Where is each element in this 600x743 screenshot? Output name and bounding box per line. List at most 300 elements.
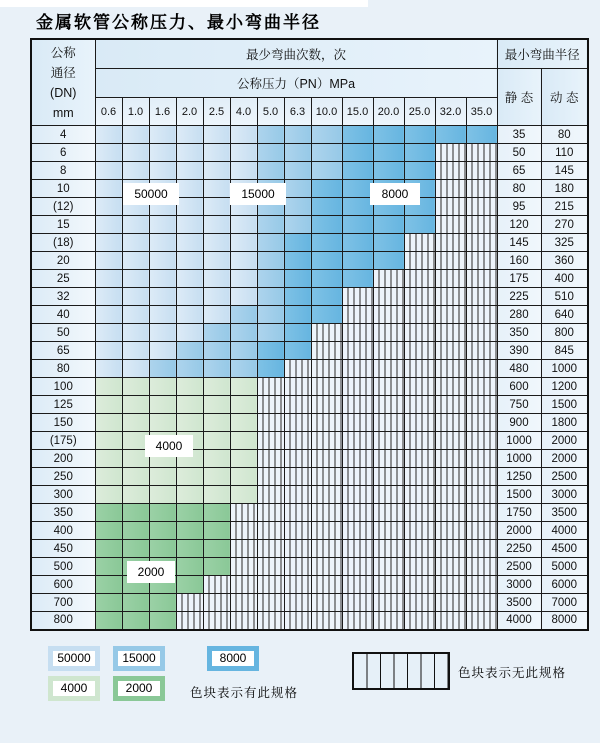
cell-no-spec bbox=[435, 450, 466, 468]
bend-cycles-header: 最少弯曲次数，次 bbox=[95, 39, 497, 69]
table-row bbox=[31, 486, 588, 504]
cell-zone-15000 bbox=[257, 324, 284, 342]
cell-zone-2000 bbox=[122, 540, 149, 558]
cell-no-spec bbox=[373, 306, 404, 324]
pressure-col-5.0: 5.0 bbox=[257, 98, 284, 126]
table-row bbox=[31, 216, 588, 234]
cell-dn: (12) bbox=[31, 198, 95, 216]
cell-no-spec bbox=[230, 576, 257, 594]
cell-dn: 80 bbox=[31, 360, 95, 378]
cell-zone-15000 bbox=[257, 216, 284, 234]
cell-no-spec bbox=[284, 360, 311, 378]
cell-dn: 100 bbox=[31, 378, 95, 396]
cell-zone-8000 bbox=[311, 252, 342, 270]
cell-zone-8000 bbox=[342, 198, 373, 216]
cell-no-spec bbox=[466, 522, 497, 540]
dn-header-line2: 通径 bbox=[50, 65, 76, 80]
cell-zone-4000 bbox=[95, 414, 122, 432]
cell-no-spec bbox=[257, 396, 284, 414]
cell-no-spec bbox=[404, 288, 435, 306]
cell-zone-50000 bbox=[95, 252, 122, 270]
cell-zone-50000 bbox=[149, 144, 176, 162]
cell-dynamic-radius: 180 bbox=[541, 180, 588, 198]
cell-no-spec bbox=[373, 378, 404, 396]
cell-zone-15000 bbox=[257, 162, 284, 180]
cell-zone-2000 bbox=[203, 522, 230, 540]
cell-no-spec bbox=[435, 540, 466, 558]
cell-zone-2000 bbox=[149, 612, 176, 630]
page-title: 金属软管公称压力、最小弯曲半径 bbox=[36, 13, 321, 33]
cell-zone-50000 bbox=[203, 162, 230, 180]
cell-zone-50000 bbox=[95, 126, 122, 144]
cell-zone-4000 bbox=[95, 468, 122, 486]
cell-no-spec bbox=[435, 234, 466, 252]
cell-zone-15000 bbox=[284, 180, 311, 198]
cell-zone-2000 bbox=[176, 504, 203, 522]
table-row bbox=[31, 270, 588, 288]
cell-zone-4000 bbox=[122, 414, 149, 432]
cell-no-spec bbox=[373, 468, 404, 486]
pressure-col-35.0: 35.0 bbox=[466, 98, 497, 126]
cell-static-radius: 750 bbox=[497, 396, 541, 414]
cell-zone-50000 bbox=[122, 144, 149, 162]
cell-zone-4000 bbox=[230, 486, 257, 504]
cell-zone-8000 bbox=[342, 234, 373, 252]
cell-dn: 200 bbox=[31, 450, 95, 468]
cell-dn: 25 bbox=[31, 270, 95, 288]
cell-no-spec bbox=[404, 504, 435, 522]
table-header bbox=[31, 39, 588, 126]
cell-no-spec bbox=[284, 378, 311, 396]
cell-dynamic-radius: 845 bbox=[541, 342, 588, 360]
cell-zone-50000 bbox=[122, 270, 149, 288]
cell-dynamic-radius: 325 bbox=[541, 234, 588, 252]
cell-no-spec bbox=[435, 144, 466, 162]
pressure-header: 公称压力（PN）MPa bbox=[95, 69, 497, 98]
table-row bbox=[31, 594, 588, 612]
cell-zone-8000 bbox=[284, 306, 311, 324]
dynamic-header: 动 态 bbox=[541, 69, 588, 126]
cell-zone-50000 bbox=[176, 144, 203, 162]
cell-dn: 800 bbox=[31, 612, 95, 630]
cell-no-spec bbox=[342, 504, 373, 522]
cell-zone-50000 bbox=[230, 144, 257, 162]
cell-zone-4000 bbox=[122, 396, 149, 414]
cell-dn: (175) bbox=[31, 432, 95, 450]
cell-no-spec bbox=[435, 414, 466, 432]
table-row bbox=[31, 324, 588, 342]
cell-no-spec bbox=[342, 522, 373, 540]
cell-no-spec bbox=[404, 306, 435, 324]
cell-no-spec bbox=[311, 450, 342, 468]
cell-no-spec bbox=[466, 144, 497, 162]
cell-static-radius: 35 bbox=[497, 126, 541, 144]
cell-no-spec bbox=[466, 450, 497, 468]
cell-no-spec bbox=[176, 594, 203, 612]
table-row bbox=[31, 342, 588, 360]
cell-zone-8000 bbox=[284, 288, 311, 306]
table-row bbox=[31, 504, 588, 522]
cell-zone-2000 bbox=[95, 576, 122, 594]
cell-no-spec bbox=[257, 540, 284, 558]
legend-swatch-15000: 15000 bbox=[113, 646, 165, 671]
cell-zone-8000 bbox=[373, 144, 404, 162]
cell-no-spec bbox=[342, 378, 373, 396]
cell-dynamic-radius: 2000 bbox=[541, 450, 588, 468]
cell-zone-2000 bbox=[122, 594, 149, 612]
cell-no-spec bbox=[311, 594, 342, 612]
cell-no-spec bbox=[342, 414, 373, 432]
cell-zone-50000 bbox=[122, 288, 149, 306]
cell-zone-8000 bbox=[284, 234, 311, 252]
cell-zone-50000 bbox=[203, 144, 230, 162]
cell-dn: 40 bbox=[31, 306, 95, 324]
cell-no-spec bbox=[466, 198, 497, 216]
cell-zone-4000 bbox=[149, 414, 176, 432]
cell-no-spec bbox=[176, 612, 203, 630]
cell-no-spec bbox=[373, 324, 404, 342]
cell-static-radius: 390 bbox=[497, 342, 541, 360]
cell-zone-2000 bbox=[122, 612, 149, 630]
cell-zone-50000 bbox=[176, 288, 203, 306]
cell-dynamic-radius: 80 bbox=[541, 126, 588, 144]
cell-no-spec bbox=[466, 180, 497, 198]
cell-static-radius: 350 bbox=[497, 324, 541, 342]
cell-no-spec bbox=[373, 612, 404, 630]
cell-zone-8000 bbox=[284, 324, 311, 342]
cell-zone-50000 bbox=[176, 126, 203, 144]
cell-zone-15000 bbox=[149, 360, 176, 378]
table-row bbox=[31, 180, 588, 198]
cell-zone-50000 bbox=[230, 162, 257, 180]
cell-zone-50000 bbox=[176, 234, 203, 252]
legend-available-note: 色块表示有此规格 bbox=[190, 686, 299, 700]
cell-zone-15000 bbox=[176, 360, 203, 378]
legend-swatch-2000: 2000 bbox=[113, 676, 165, 701]
cell-static-radius: 65 bbox=[497, 162, 541, 180]
cell-no-spec bbox=[257, 450, 284, 468]
cell-no-spec bbox=[311, 378, 342, 396]
spec-table-container bbox=[30, 38, 589, 631]
cell-zone-8000 bbox=[404, 216, 435, 234]
cell-no-spec bbox=[257, 576, 284, 594]
cell-no-spec bbox=[284, 594, 311, 612]
cell-no-spec bbox=[466, 504, 497, 522]
cell-no-spec bbox=[466, 216, 497, 234]
pressure-col-15.0: 15.0 bbox=[342, 98, 373, 126]
cell-no-spec bbox=[404, 540, 435, 558]
cell-no-spec bbox=[435, 324, 466, 342]
cell-zone-50000 bbox=[149, 270, 176, 288]
cell-zone-15000 bbox=[257, 288, 284, 306]
cell-dynamic-radius: 1200 bbox=[541, 378, 588, 396]
cell-zone-50000 bbox=[122, 342, 149, 360]
cell-no-spec bbox=[284, 558, 311, 576]
cell-dynamic-radius: 8000 bbox=[541, 612, 588, 630]
cell-no-spec bbox=[404, 270, 435, 288]
cell-zone-50000 bbox=[176, 198, 203, 216]
table-row bbox=[31, 162, 588, 180]
cell-zone-15000 bbox=[230, 306, 257, 324]
cell-zone-8000 bbox=[404, 126, 435, 144]
cell-zone-2000 bbox=[95, 522, 122, 540]
cell-no-spec bbox=[466, 558, 497, 576]
cell-zone-4000 bbox=[176, 468, 203, 486]
table-row bbox=[31, 234, 588, 252]
cell-no-spec bbox=[284, 396, 311, 414]
cell-no-spec bbox=[435, 360, 466, 378]
cell-zone-2000 bbox=[176, 522, 203, 540]
cell-no-spec bbox=[435, 576, 466, 594]
cell-zone-4000 bbox=[203, 468, 230, 486]
cell-dynamic-radius: 4500 bbox=[541, 540, 588, 558]
cell-no-spec bbox=[404, 522, 435, 540]
cell-zone-50000 bbox=[149, 234, 176, 252]
cell-dynamic-radius: 145 bbox=[541, 162, 588, 180]
cell-dn: 400 bbox=[31, 522, 95, 540]
cell-zone-15000 bbox=[230, 360, 257, 378]
cell-zone-2000 bbox=[149, 594, 176, 612]
cell-no-spec bbox=[342, 612, 373, 630]
cell-zone-50000 bbox=[176, 306, 203, 324]
cell-zone-15000 bbox=[284, 162, 311, 180]
cell-zone-4000 bbox=[230, 378, 257, 396]
cell-no-spec bbox=[203, 576, 230, 594]
cell-no-spec bbox=[435, 216, 466, 234]
cell-no-spec bbox=[466, 342, 497, 360]
cell-no-spec bbox=[203, 612, 230, 630]
cell-no-spec bbox=[342, 306, 373, 324]
cell-dn: 10 bbox=[31, 180, 95, 198]
cell-zone-8000 bbox=[373, 126, 404, 144]
table-row bbox=[31, 540, 588, 558]
cell-zone-8000 bbox=[373, 252, 404, 270]
cell-no-spec bbox=[311, 468, 342, 486]
cell-zone-50000 bbox=[95, 342, 122, 360]
cell-no-spec bbox=[257, 522, 284, 540]
cell-zone-50000 bbox=[95, 180, 122, 198]
cell-zone-50000 bbox=[95, 144, 122, 162]
cell-no-spec bbox=[342, 342, 373, 360]
cell-zone-50000 bbox=[149, 126, 176, 144]
cell-zone-8000 bbox=[311, 234, 342, 252]
cell-zone-50000 bbox=[122, 306, 149, 324]
cell-dn: 450 bbox=[31, 540, 95, 558]
cell-zone-50000 bbox=[203, 126, 230, 144]
cell-zone-8000 bbox=[311, 216, 342, 234]
cell-zone-4000 bbox=[176, 378, 203, 396]
cell-zone-2000 bbox=[95, 594, 122, 612]
cell-zone-50000 bbox=[122, 360, 149, 378]
cell-zone-15000 bbox=[311, 144, 342, 162]
cell-zone-50000 bbox=[203, 180, 230, 198]
dn-header-line3: (DN) bbox=[50, 85, 77, 100]
cell-no-spec bbox=[466, 612, 497, 630]
cell-no-spec bbox=[342, 558, 373, 576]
cell-no-spec bbox=[257, 594, 284, 612]
cell-zone-4000 bbox=[95, 396, 122, 414]
cell-no-spec bbox=[435, 162, 466, 180]
cell-static-radius: 480 bbox=[497, 360, 541, 378]
cell-zone-2000 bbox=[122, 504, 149, 522]
table-row bbox=[31, 414, 588, 432]
cell-dn: 150 bbox=[31, 414, 95, 432]
cell-zone-50000 bbox=[149, 162, 176, 180]
cell-no-spec bbox=[311, 522, 342, 540]
cell-zone-2000 bbox=[95, 504, 122, 522]
cell-no-spec bbox=[284, 486, 311, 504]
cell-zone-50000 bbox=[176, 270, 203, 288]
cell-no-spec bbox=[373, 414, 404, 432]
cell-static-radius: 225 bbox=[497, 288, 541, 306]
cell-no-spec bbox=[284, 522, 311, 540]
table-row bbox=[31, 468, 588, 486]
cell-zone-8000 bbox=[373, 216, 404, 234]
pressure-col-1.6: 1.6 bbox=[149, 98, 176, 126]
cell-zone-50000 bbox=[230, 252, 257, 270]
cell-zone-4000 bbox=[230, 468, 257, 486]
cell-zone-50000 bbox=[203, 216, 230, 234]
cell-dn: 32 bbox=[31, 288, 95, 306]
cell-zone-15000 bbox=[284, 144, 311, 162]
cell-dn: 700 bbox=[31, 594, 95, 612]
cell-zone-50000 bbox=[95, 360, 122, 378]
cell-zone-8000 bbox=[342, 180, 373, 198]
cell-zone-8000 bbox=[373, 234, 404, 252]
cell-no-spec bbox=[435, 288, 466, 306]
cell-dynamic-radius: 6000 bbox=[541, 576, 588, 594]
cell-zone-8000 bbox=[342, 252, 373, 270]
cell-zone-8000 bbox=[435, 126, 466, 144]
cell-dynamic-radius: 2500 bbox=[541, 468, 588, 486]
legend-swatch-50000: 50000 bbox=[48, 646, 100, 671]
cell-no-spec bbox=[311, 558, 342, 576]
legend-swatch-4000: 4000 bbox=[48, 676, 100, 701]
cell-no-spec bbox=[342, 576, 373, 594]
cell-zone-2000 bbox=[122, 522, 149, 540]
cell-static-radius: 2250 bbox=[497, 540, 541, 558]
cell-no-spec bbox=[404, 558, 435, 576]
table-row bbox=[31, 396, 588, 414]
cell-zone-50000 bbox=[203, 234, 230, 252]
cell-zone-8000 bbox=[257, 360, 284, 378]
cell-zone-4000 bbox=[230, 414, 257, 432]
cell-zone-50000 bbox=[203, 288, 230, 306]
cell-no-spec bbox=[373, 360, 404, 378]
cell-zone-4000 bbox=[95, 378, 122, 396]
cell-dn: 125 bbox=[31, 396, 95, 414]
cell-no-spec bbox=[435, 306, 466, 324]
cell-zone-15000 bbox=[284, 198, 311, 216]
cell-static-radius: 280 bbox=[497, 306, 541, 324]
cell-no-spec bbox=[373, 576, 404, 594]
cell-no-spec bbox=[435, 396, 466, 414]
legend-swatch-8000: 8000 bbox=[207, 646, 259, 671]
cell-no-spec bbox=[404, 612, 435, 630]
cell-no-spec bbox=[435, 468, 466, 486]
cell-dynamic-radius: 510 bbox=[541, 288, 588, 306]
dn-header-cell bbox=[31, 39, 95, 126]
table-row bbox=[31, 288, 588, 306]
cell-zone-15000 bbox=[257, 144, 284, 162]
cell-dynamic-radius: 400 bbox=[541, 270, 588, 288]
cell-zone-50000 bbox=[122, 252, 149, 270]
cell-zone-8000 bbox=[257, 342, 284, 360]
cell-zone-8000 bbox=[342, 270, 373, 288]
cell-zone-15000 bbox=[257, 306, 284, 324]
cell-no-spec bbox=[466, 162, 497, 180]
table-row bbox=[31, 126, 588, 144]
cell-zone-50000 bbox=[95, 216, 122, 234]
cell-dynamic-radius: 110 bbox=[541, 144, 588, 162]
cell-zone-8000 bbox=[404, 144, 435, 162]
cell-zone-8000 bbox=[342, 144, 373, 162]
cell-no-spec bbox=[284, 468, 311, 486]
cell-zone-8000 bbox=[373, 162, 404, 180]
cell-dn: 15 bbox=[31, 216, 95, 234]
cell-static-radius: 80 bbox=[497, 180, 541, 198]
table-row bbox=[31, 144, 588, 162]
cell-no-spec bbox=[373, 432, 404, 450]
cell-no-spec bbox=[311, 432, 342, 450]
cell-no-spec bbox=[466, 594, 497, 612]
cell-dn: 350 bbox=[31, 504, 95, 522]
cell-zone-4000 bbox=[122, 468, 149, 486]
cell-no-spec bbox=[342, 468, 373, 486]
cell-zone-50000 bbox=[230, 288, 257, 306]
cell-zone-4000 bbox=[176, 396, 203, 414]
cell-no-spec bbox=[435, 486, 466, 504]
cell-no-spec bbox=[404, 450, 435, 468]
cell-dynamic-radius: 215 bbox=[541, 198, 588, 216]
zone-label-2000: 2000 bbox=[127, 561, 175, 583]
cell-no-spec bbox=[435, 342, 466, 360]
cell-no-spec bbox=[311, 342, 342, 360]
table-row bbox=[31, 522, 588, 540]
cell-no-spec bbox=[342, 396, 373, 414]
cell-dn: 20 bbox=[31, 252, 95, 270]
cell-dn: 65 bbox=[31, 342, 95, 360]
cell-zone-4000 bbox=[203, 414, 230, 432]
cell-zone-8000 bbox=[311, 270, 342, 288]
cell-static-radius: 600 bbox=[497, 378, 541, 396]
table-row bbox=[31, 378, 588, 396]
cell-zone-15000 bbox=[176, 342, 203, 360]
cell-dynamic-radius: 3500 bbox=[541, 504, 588, 522]
legend bbox=[48, 646, 588, 716]
cell-no-spec bbox=[257, 378, 284, 396]
cell-no-spec bbox=[284, 612, 311, 630]
zone-label-50000: 50000 bbox=[123, 183, 179, 205]
pressure-col-1.0: 1.0 bbox=[122, 98, 149, 126]
cell-zone-4000 bbox=[230, 450, 257, 468]
table-row bbox=[31, 306, 588, 324]
cell-dynamic-radius: 7000 bbox=[541, 594, 588, 612]
cell-zone-4000 bbox=[95, 432, 122, 450]
cell-no-spec bbox=[404, 360, 435, 378]
dn-header-line4: mm bbox=[52, 105, 74, 120]
cell-static-radius: 50 bbox=[497, 144, 541, 162]
cell-zone-8000 bbox=[466, 126, 497, 144]
zone-label-15000: 15000 bbox=[230, 183, 286, 205]
cell-static-radius: 1500 bbox=[497, 486, 541, 504]
static-header: 静 态 bbox=[497, 69, 541, 126]
cell-no-spec bbox=[373, 504, 404, 522]
cell-no-spec bbox=[404, 594, 435, 612]
cell-zone-8000 bbox=[284, 270, 311, 288]
cell-no-spec bbox=[466, 432, 497, 450]
cell-static-radius: 900 bbox=[497, 414, 541, 432]
